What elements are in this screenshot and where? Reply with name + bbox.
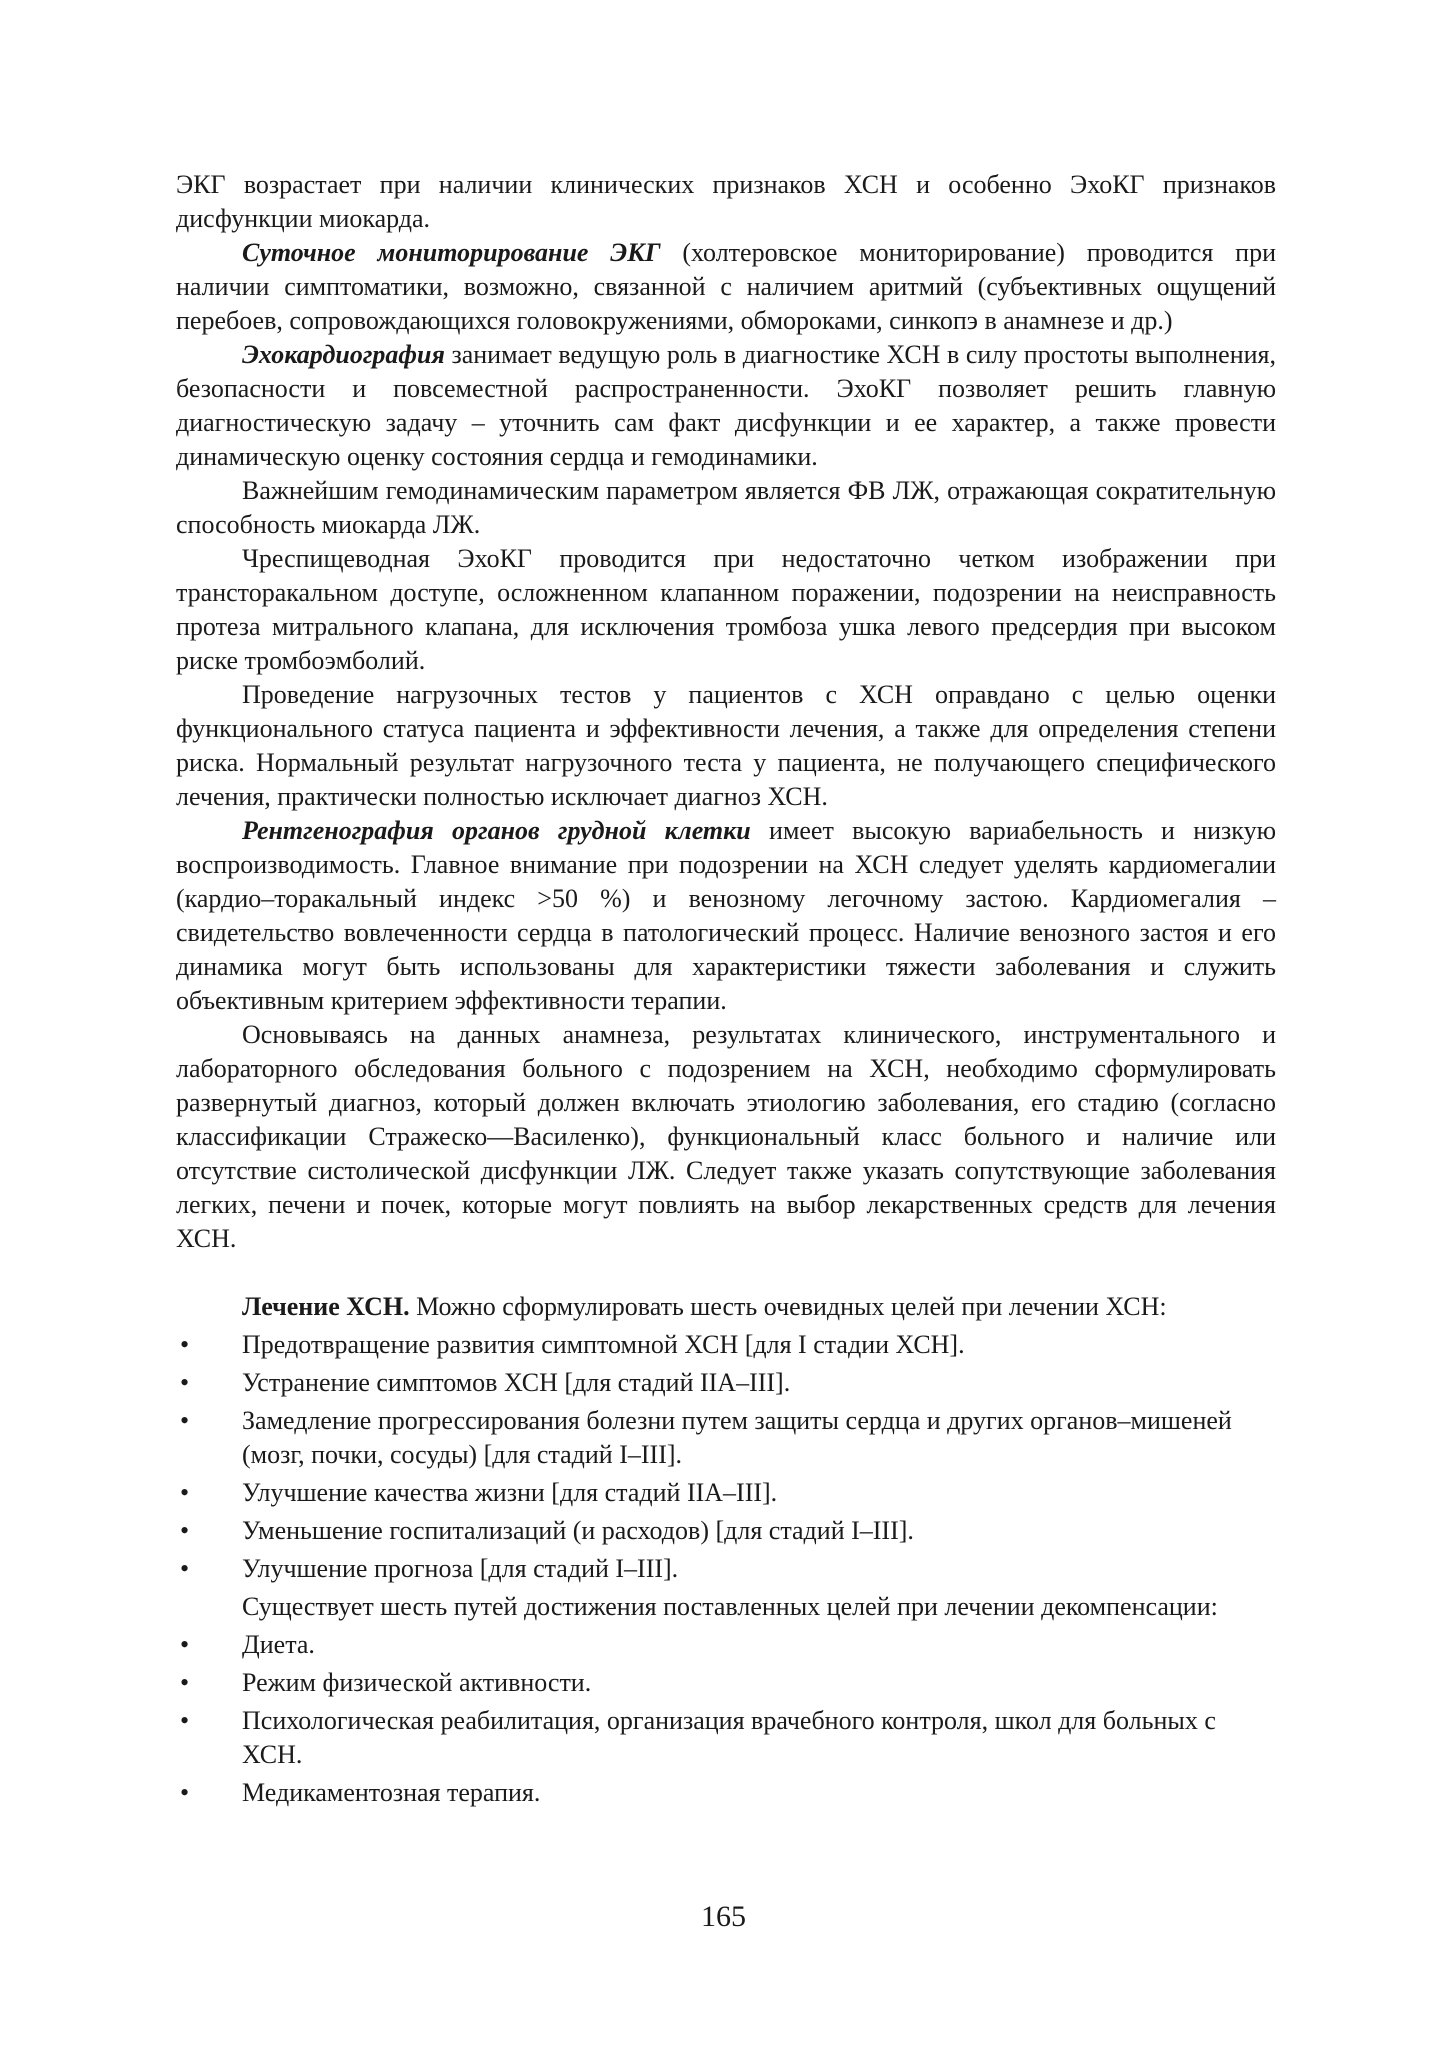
bullet-icon: • (180, 1706, 190, 1735)
bullet-icon: • (180, 1330, 190, 1359)
list-item: • Уменьшение госпитализаций (и расходов) [для стадий I–III]. (176, 1514, 1276, 1548)
list-item: • Улучшение прогноза [для стадий I–III]. (176, 1552, 1276, 1586)
page-number: 165 (701, 1900, 746, 1933)
list-item: • Режим физической активности. (176, 1666, 1276, 1700)
bullet-icon: • (180, 1368, 190, 1397)
goals-list (176, 1328, 1276, 1586)
list-item: • Диета. (176, 1628, 1276, 1662)
page-body (176, 168, 1276, 1814)
bullet-icon: • (180, 1516, 190, 1545)
bullet-icon: • (180, 1778, 190, 1807)
paragraph-ecg-intro: ЭКГ возрастает при наличии клинических признаков ХСН и особенно ЭхоКГ признаков дисфункции миокарда. (176, 170, 1276, 233)
term-echo: Эхокардиография (242, 340, 445, 369)
paragraph-ef: Важнейшим гемодинамическим параметром является ФВ ЛЖ, отражающая сократительную способность миокарда ЛЖ. (176, 476, 1276, 539)
term-xray: Рентгенография органов грудной клетки (242, 816, 751, 845)
list-item: • Медикаментозная терапия. (176, 1776, 1276, 1810)
list-item: • Улучшение качества жизни [для стадий IIA–III]. (176, 1476, 1276, 1510)
list-item: • Психологическая реабилитация, организация врачебного контроля, школ для больных с ХСН. (180, 1706, 1216, 1769)
term-treatment: Лечение ХСН. (242, 1292, 410, 1321)
paragraph-holter (176, 236, 1276, 338)
paragraph-ways: Существует шесть путей достижения поставленных целей при лечении декомпенсации: (242, 1592, 1218, 1621)
xray-text: имеет высокую вариабельность и низкую воспроизводимость. Главное внимание при подозрении на ХСН следует уделять кардиомегалии (кардио–торакальный индекс >50 %) и венозному легочному застою. Кардиомегалия – свидетельство вовлеченности сердца в патологический процесс. Наличие венозного застоя и его динамика могут быть использованы для характеристики тяжести заболевания и служить объективным критерием эффективности терапии. (176, 816, 1276, 1015)
bullet-icon: • (180, 1478, 190, 1507)
bullet-icon: • (180, 1630, 190, 1659)
paragraph-treatment (176, 1290, 1276, 1324)
ways-list (176, 1628, 1276, 1810)
echo-text: занимает ведущую роль в диагностике ХСН в силу простоты выполнения, безопасности и повсеместной распространенности. ЭхоКГ позволяет решить главную диагностическую задачу – уточнить сам факт дисфункции и ее характер, а также провести динамическую оценку состояния сердца и гемодинамики. (176, 340, 1276, 471)
bullet-icon: • (180, 1668, 190, 1697)
list-item: • Предотвращение развития симптомной ХСН [для I стадии ХСН]. (176, 1328, 1276, 1362)
holter-text: (холтеровское мониторирование) проводится при наличии симптоматики, возможно, связанной с наличием аритмий (субъективных ощущений перебоев, сопровождающихся головокружениями, обмороками, синкопэ в анамнезе и др.) (176, 238, 1276, 335)
term-holter: Суточное мониторирование ЭКГ (242, 238, 661, 267)
bullet-icon: • (180, 1406, 190, 1435)
paragraph-diagnosis: Основываясь на данных анамнеза, результатах клинического, инструментального и лабораторного обследования больного с подозрением на ХСН, необходимо сформулировать развернутый диагноз, который должен включать этиологию заболевания, его стадию (согласно классификации Стражеско—Василенко), функциональный класс больного и наличие или отсутствие систолической дисфункции ЛЖ. Следует также указать сопутствующие заболевания легких, печени и почек, которые могут повлиять на выбор лекарственных средств для лечения ХСН. (176, 1020, 1276, 1253)
list-item: • Устранение симптомов ХСН [для стадий IIA–III]. (176, 1366, 1276, 1400)
paragraph-echo (176, 338, 1276, 474)
list-item: • Замедление прогрессирования болезни путем защиты сердца и других органов–мишеней (мозг, почки, сосуды) [для стадий I–III]. (180, 1406, 1232, 1469)
paragraph-tee: Чреспищеводная ЭхоКГ проводится при недостаточно четком изображении при трансторакальном доступе, осложненном клапанном поражении, подозрении на неисправность протеза митрального клапана, для исключения тромбоза ушка левого предсердия при высоком риске тромбоэмболий. (176, 544, 1276, 675)
paragraph-stress-tests: Проведение нагрузочных тестов у пациентов с ХСН оправдано с целью оценки функционального статуса пациента и эффективности лечения, а также для определения степени риска. Нормальный результат нагрузочного теста у пациента, не получающего специфического лечения, практически полностью исключает диагноз ХСН. (176, 680, 1276, 811)
paragraph-xray (176, 814, 1276, 1018)
treatment-text: Можно сформулировать шесть очевидных целей при лечении ХСН: (409, 1292, 1167, 1321)
bullet-icon: • (180, 1554, 190, 1583)
spacer (176, 1256, 1276, 1290)
